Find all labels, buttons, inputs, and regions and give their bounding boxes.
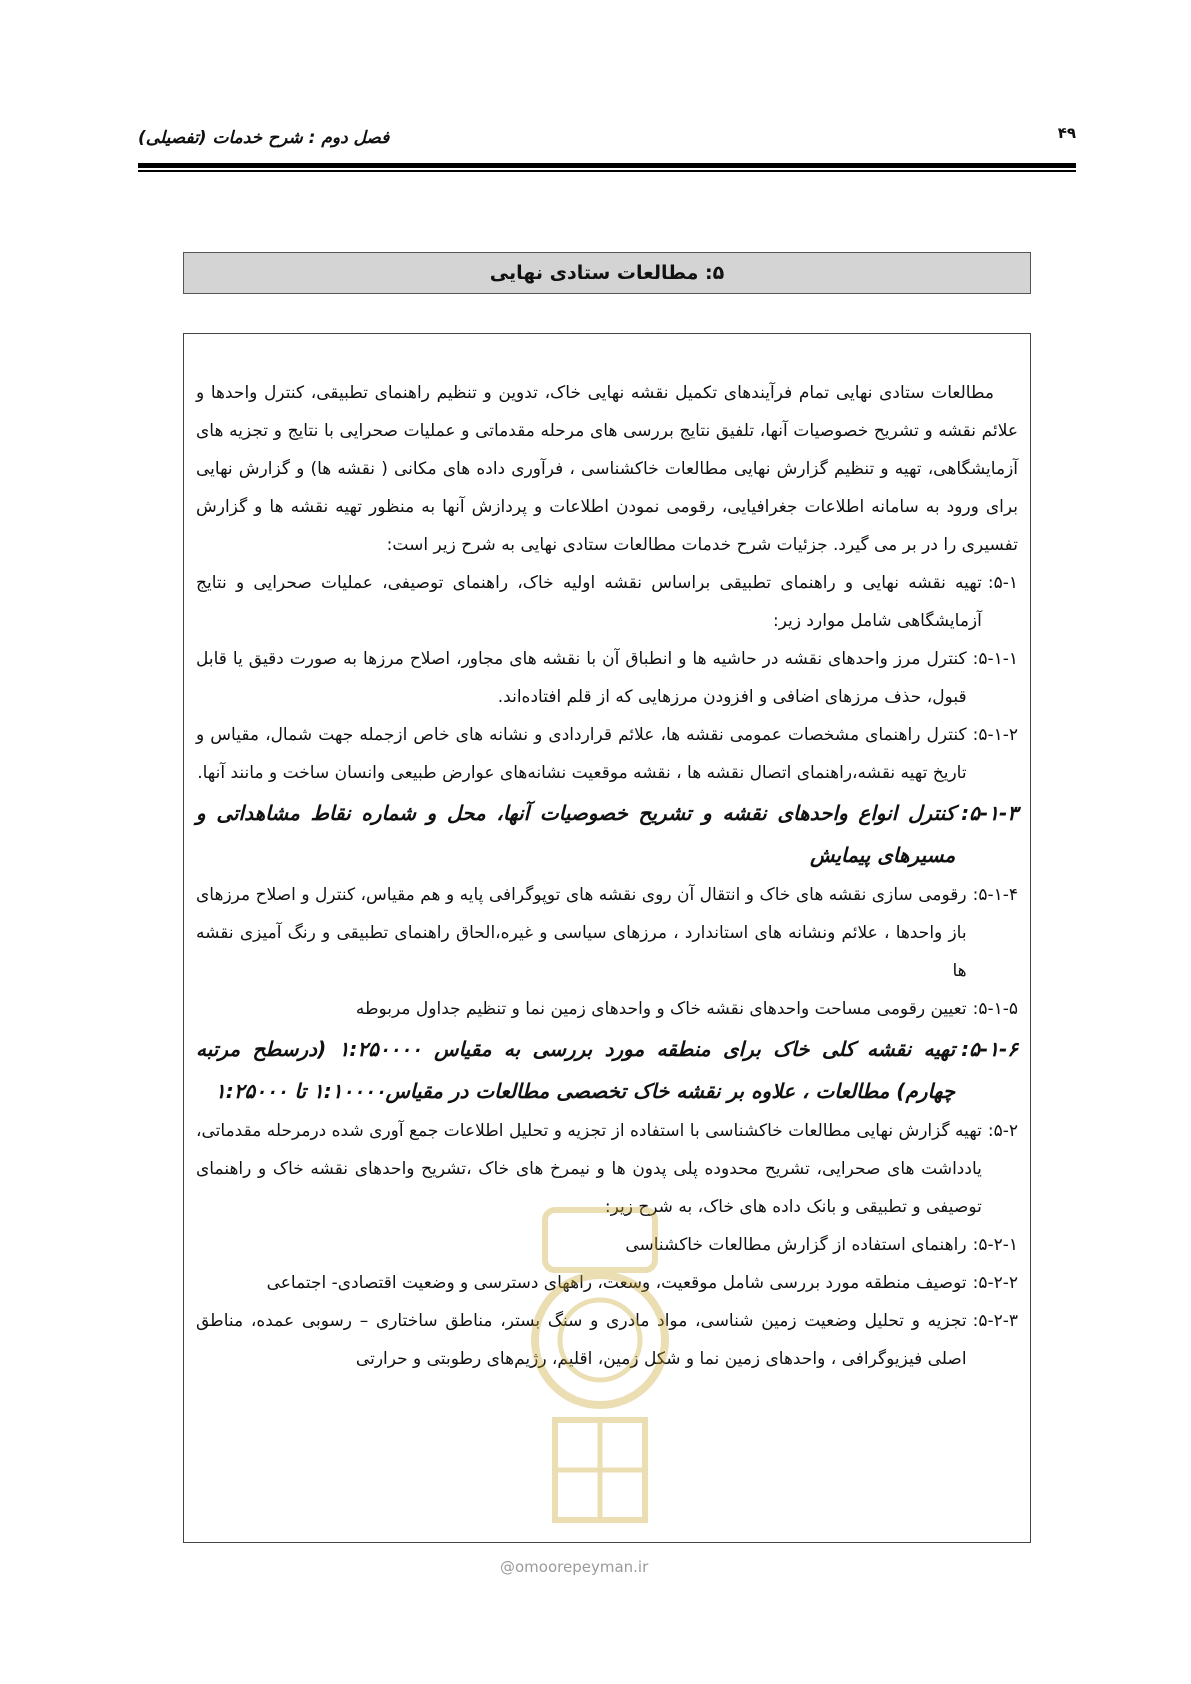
item-number: ۵-۱-۵: — [972, 999, 1018, 1019]
item-text: تجزیه و تحلیل وضعیت زمین شناسی، مواد مادری و سنگ بستر، مناطق ساختاری – رسوبی عمده، مناطق اصلی فیزیوگرافی ، واحدهای زمین نما و شکل زمین، اقلیم، رژیم‌های رطوبتی و حرارتی — [196, 1311, 967, 1369]
item-number: ۵-۲-۱: — [972, 1235, 1018, 1255]
header-rule-thin — [138, 170, 1076, 172]
item-text: کنترل انواع واحدهای نقشه و تشریح خصوصیات آنها، محل و شماره نقاط مشاهداتی و مسیرهای پیمایش — [196, 801, 956, 867]
list-item — [196, 990, 1018, 1028]
intro-paragraph: مطالعات ستادی نهایی تمام فرآیندهای تکمیل نقشه نهایی خاک، تدوین و تنظیم راهنمای تطبیقی، کنترل واحدها و علائم نقشه و تشریح خصوصیات آنها، تلفیق نتایج بررسی های مرحله مقدماتی و عملیات صحرایی با نتایج و تجزیه های آزمایشگاهی، تهیه و تنظیم گزارش نهایی مطالعات خاکشناسی ، فرآوری داده های مکانی ( نقشه ها) و گزارش نهایی برای ورود به سامانه اطلاعات جغرافیایی، رقومی نمودن اطلاعات و پردازش آنها به منظور تهیه نقشه ها و گزارش تفسیری را در بر می گیرد. جزئیات شرح خدمات مطالعات ستادی نهایی به شرح زیر است: — [196, 383, 1018, 555]
item-number: ۵-۲: — [987, 1121, 1018, 1141]
list-item — [196, 716, 1018, 792]
item-number: ۵-۱: — [987, 573, 1018, 593]
page-header — [138, 118, 1076, 168]
section-title: ۵: مطالعات ستادی نهایی — [489, 262, 725, 284]
item-text: تهیه گزارش نهایی مطالعات خاکشناسی با استفاده از تجزیه و تحلیل اطلاعات جمع آوری شده درمرحله مقدماتی، یادداشت های صحرایی، تشریح محدوده پلی پدون ها و نیمرخ های خاک ،تشریح واحدهای نقشه خاک و راهنمای توصیفی و تطبیقی و بانک داده های خاک، به شرح زیر: — [196, 1121, 982, 1217]
watermark-logo-icon — [500, 1190, 700, 1540]
section-title-box — [183, 252, 1031, 294]
item-number: ۵-۱-۶: — [961, 1037, 1018, 1061]
list-item — [196, 640, 1018, 716]
item-text: راهنمای استفاده از گزارش مطالعات خاکشناسی — [625, 1235, 967, 1255]
item-number: ۵-۱-۴: — [972, 885, 1018, 905]
page-number: ۴۹ — [1057, 124, 1076, 142]
item-text: کنترل مرز واحدهای نقشه در حاشیه ها و انطباق آن با نقشه های مجاور، اصلاح مرزها به صورت دقیق یا قابل قبول، حذف مرزهای اضافی و افزودن مرزهایی که از قلم افتاده‌اند. — [196, 649, 967, 707]
list-item — [196, 876, 1018, 990]
item-number: ۵-۲-۲: — [972, 1273, 1018, 1293]
item-number: ۵-۲-۳: — [972, 1311, 1018, 1331]
item-text: کنترل راهنمای مشخصات عمومی نقشه ها، علائم قراردادی و نشانه های خاص ازجمله جهت شمال، مقیاس و تاریخ تهیه نقشه،راهنمای اتصال نقشه ها ، نقشه موقعیت نشانه‌های عوارض طبیعی وانسان ساخت و مانند آنها. — [196, 725, 967, 783]
list-item-heading — [196, 792, 1018, 876]
item-number: ۵-۱-۲: — [972, 725, 1018, 745]
header-rule-thick — [138, 163, 1076, 168]
item-text: رقومی سازی نقشه های خاک و انتقال آن روی نقشه های توپوگرافی پایه و هم مقیاس، کنترل و اصلاح مرزهای باز واحدها ، علائم ونشانه های استاندارد ، مرزهای سیاسی و غیره،الحاق راهنمای تطبیقی و رنگ آمیزی نقشه ها — [196, 885, 967, 981]
item-number: ۵-۱-۳: — [961, 801, 1018, 825]
item-number: ۵-۱-۱: — [972, 649, 1018, 669]
item-text: تعیین رقومی مساحت واحدهای نقشه خاک و واحدهای زمین نما و تنظیم جداول مربوطه — [355, 999, 967, 1019]
chapter-title: فصل دوم : شرح خدمات (تفصیلی) — [138, 128, 390, 148]
list-item-heading — [196, 1028, 1018, 1112]
item-text: توصیف منطقه مورد بررسی شامل موقعیت، وسعت، راههای دسترسی و وضعیت اقتصادی- اجتماعی — [266, 1273, 967, 1293]
watermark-text: @omoorepeyman.ir — [500, 1558, 649, 1576]
list-item — [196, 564, 1018, 640]
item-text: تهیه نقشه کلی خاک برای منطقه مورد بررسی به مقیاس ۱:۲۵۰۰۰۰ (درسطح مرتبه چهارم) مطالعات ، علاوه بر نقشه خاک تخصصی مطالعات در مقیاس۱:۱۰۰۰۰ تا ۱:۲۵۰۰۰ — [196, 1037, 956, 1103]
item-text: تهیه نقشه نهایی و راهنمای تطبیقی براساس نقشه اولیه خاک، راهنمای توصیفی، عملیات صحرایی و نتایج آزمایشگاهی شامل موارد زیر: — [196, 573, 982, 631]
